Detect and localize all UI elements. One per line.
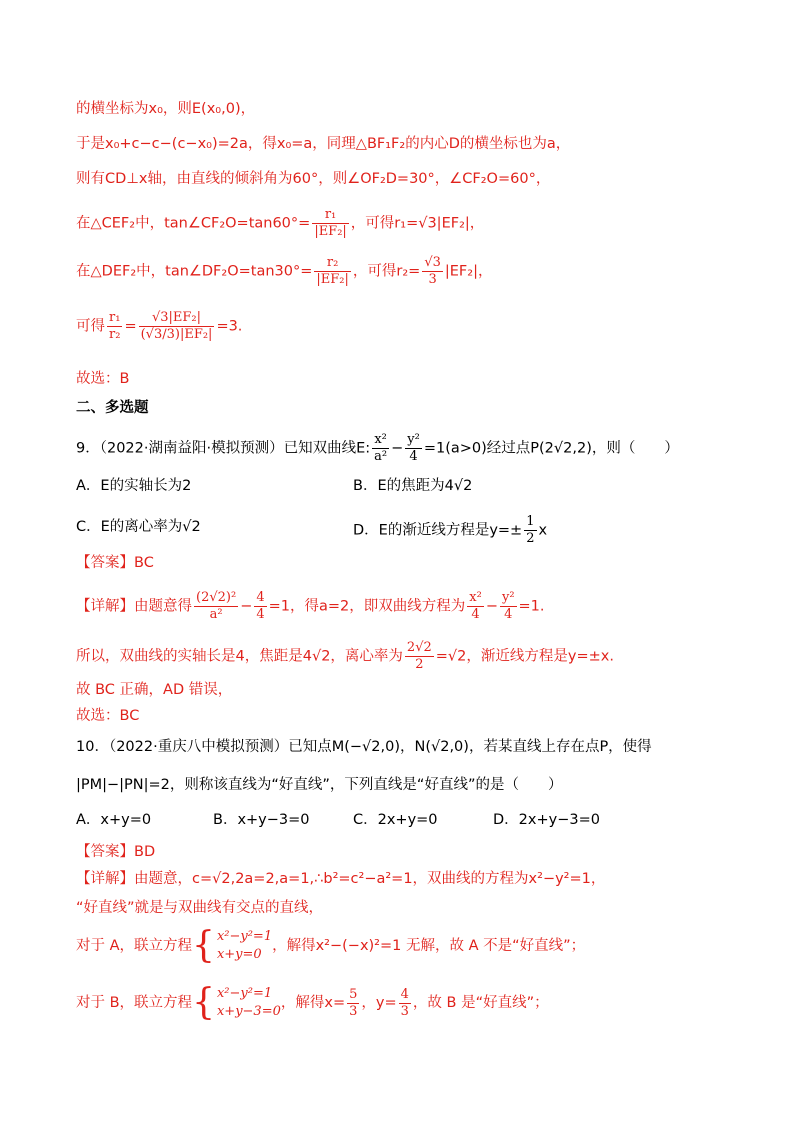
q9-stem: 9．（2022·湖南益阳·模拟预测）已知双曲线E: $\frac{\text{x²}}{\text{a²}}$ − $\frac{\text{y²}}{4}$ =1(a>0)经过点P(2√2,2)，则（ ） (76, 432, 679, 464)
fraction: $\frac{\text{x²}}{4}$ (469, 590, 482, 622)
q10-option-c: C．2x+y=0 (353, 812, 438, 828)
q10-case-a: 对于 A，联立方程{ x²−y²=1 x+y=0 ，解得x²−(−x)²=1 无解，故 A 不是“好直线”； (76, 925, 586, 966)
q9-so: 所以，双曲线的实轴长是4，焦距是4√2，离心率为 $\frac{2√2}{2}$ =√2，渐近线方程是y=±x. (76, 640, 614, 672)
fraction: $\frac{\text{y²}}{4}$ (501, 590, 515, 622)
solution-line-4: 在△CEF₂中，tan∠CF₂O=tan60°= $\frac{\text{r₁}}{\text{|EF₂|}}$ ，可得r₁=√3|EF₂|， (76, 207, 485, 239)
brace-icon: { (192, 982, 215, 1023)
q10-detail-1: 【详解】由题意，c=√2,2a=2,a=1,∴b²=c²−a²=1，双曲线的方程为x²−y²=1， (76, 871, 606, 887)
q10-detail-2: “好直线”就是与双曲线有交点的直线， (76, 900, 324, 916)
fraction: $\frac{\text{r₁}}{\text{|EF₂|}}$ (314, 207, 347, 239)
q10-option-a: A．x+y=0 (76, 812, 152, 828)
fraction: $\frac{\text{r₁}}{\text{r₂}}$ (109, 310, 121, 342)
solution-line-5: 在△DEF₂中，tan∠DF₂O=tan30°= $\frac{\text{r₂}}{\text{|EF₂|}}$ ，可得r₂= $\frac{√3}{3}$ |EF₂|， (76, 255, 493, 287)
q9-conclusion: 故 BC 正确，AD 错误， (76, 682, 233, 698)
q10-stem-2: |PM|−|PN|=2，则称该直线为“好直线”，下列直线是“好直线”的是（ ） (76, 777, 563, 793)
fraction: $\frac{\text{(2√2)²}}{\text{a²}}$ (196, 590, 237, 622)
q9-choice: 故选：BC (76, 708, 140, 724)
fraction: $\frac{\text{x²}}{\text{a²}}$ (374, 432, 388, 464)
solution-line-6: 可得 $\frac{\text{r₁}}{\text{r₂}}$ = $\frac{\text{√3|EF₂|}}{\text{(√3/3)|EF₂|}}$ =3. (76, 310, 243, 342)
section-heading: 二、多选题 (76, 400, 149, 416)
solution-line-1: 的横坐标为x₀，则E(x₀,0)， (76, 101, 256, 117)
q9-option-b: B．E的焦距为4√2 (353, 478, 473, 494)
q9-option-a: A．E的实轴长为2 (76, 478, 192, 494)
fraction: $\frac{4}{4}$ (256, 590, 265, 622)
choice-line: 故选：B (76, 371, 130, 387)
fraction: $\frac{5}{3}$ (349, 986, 358, 1019)
q9-detail: 【详解】由题意得 $\frac{\text{(2√2)²}}{\text{a²}}$ − $\frac{4}{4}$ =1，得a=2，即双曲线方程为 $\frac{\text{x²}}{4}$ − $\frac{\text{y²}}{4}$ =1. (76, 590, 545, 622)
q10-stem-1: 10．（2022·重庆八中模拟预测）已知点M(−√2,0)，N(√2,0)，若某直线上存在点P，使得 (76, 739, 652, 755)
q9-option-c: C．E的离心率为√2 (76, 519, 201, 535)
fraction: $\frac{\text{r₂}}{\text{|EF₂|}}$ (316, 255, 349, 287)
brace-icon: { (192, 925, 215, 966)
q10-answer: 【答案】BD (76, 844, 156, 860)
fraction: $\frac{√3}{3}$ (424, 255, 441, 287)
q10-option-d: D．2x+y−3=0 (493, 812, 600, 828)
fraction: $\frac{1}{2}$ (526, 514, 535, 546)
fraction: $\frac{2√2}{2}$ (406, 640, 432, 672)
q10-case-b: 对于 B，联立方程{ x²−y²=1 x+y−3=0 ，解得x= $\frac{5}{3}$ ，y= $\frac{4}{3}$ ，故 B 是“好直线”； (76, 982, 549, 1023)
equation-system: x²−y²=1 x+y=0 (216, 929, 273, 962)
q9-option-d: D．E的渐近线方程是y=± $\frac{1}{2}$ x (353, 514, 548, 546)
q10-option-b: B．x+y−3=0 (213, 812, 310, 828)
solution-line-3: 则有CD⊥x轴，由直线的倾斜角为60°，则∠OF₂D=30°，∠CF₂O=60°， (76, 171, 551, 187)
q9-answer: 【答案】BC (76, 555, 154, 571)
fraction: $\frac{\text{√3|EF₂|}}{\text{(√3/3)|EF₂|}}$ (140, 310, 213, 342)
solution-line-2: 于是x₀+c−c−(c−x₀)=2a，得x₀=a，同理△BF₁F₂的内心D的横坐标也为a， (76, 136, 571, 152)
equation-system: x²−y²=1 x+y−3=0 (216, 986, 281, 1019)
fraction: $\frac{4}{3}$ (400, 986, 409, 1019)
fraction: $\frac{\text{y²}}{4}$ (407, 432, 420, 464)
